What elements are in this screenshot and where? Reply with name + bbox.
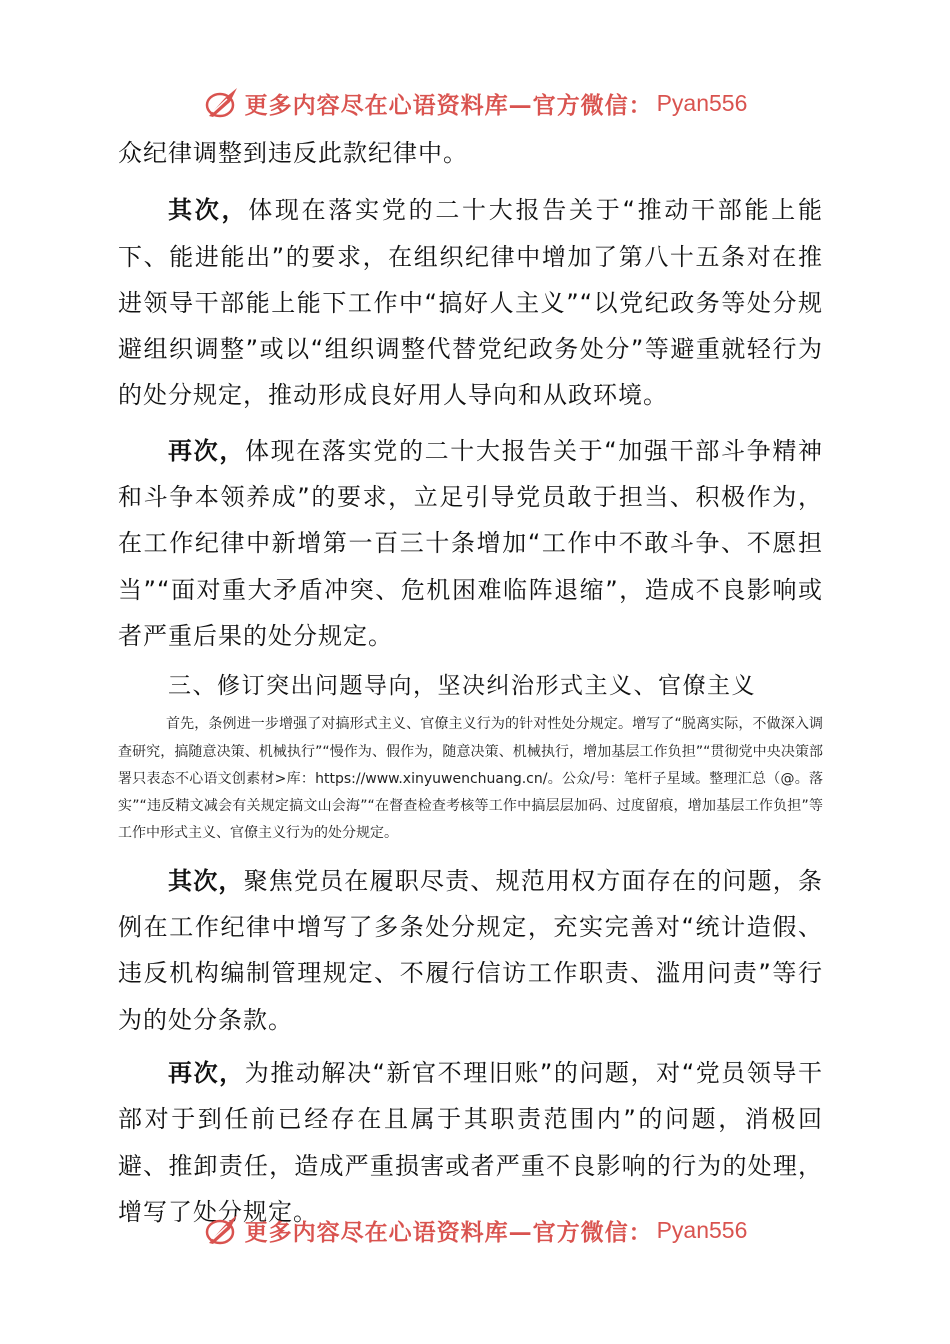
paragraph-secondly (118, 187, 823, 418)
section-heading: 三、修订突出问题导向，坚决纠治形式主义、官僚主义 (168, 673, 756, 700)
paragraph-text: 聚焦党员在履职尽责、规范用权方面存在的问题，条例在工作纪律中增写了多条处分规定，充实完善对“统计造假、违反机构编制管理规定、不履行信访工作职责、滥用问责”等行为的处分条款。 (118, 866, 824, 1034)
pen-nib-logo-icon (203, 86, 241, 120)
lead-word: 其次， (168, 866, 244, 895)
paragraph-firstly-small: 首先，条例进一步增强了对搞形式主义、官僚主义行为的针对性处分规定。增写了“脱离实际，不做深入调查研究，搞随意决策、机械执行”“慢作为、假作为，随意决策、机械执行，增加基层工作负担”“贯彻党中央决策部署只表态不心语文创素材>库：https://www.xinyuwenchuang.cn/。公众/号：笔杆子星域。整理汇总（@。落实”“违反精文减会有关规定搞文山会海”“在督查检查考核等工作中搞层层加码、过度留痕，增加基层工作负担”等工作中形式主义、官僚主义行为的处分规定。 (118, 716, 823, 842)
paragraph-continuation: 众纪律调整到违反此款纪律中。 (118, 139, 468, 167)
lead-word: 再次， (168, 436, 245, 465)
paragraph-thirdly-2 (118, 1050, 823, 1235)
pen-nib-logo-icon (203, 1213, 241, 1247)
wechat-id: Pyan556 (656, 89, 748, 116)
footer-banner (0, 1210, 950, 1250)
paragraph-text: 体现在落实党的二十大报告关于“加强干部斗争精神和斗争本领养成”的要求，立足引导党员敢于担当、积极作为，在工作纪律中新增第一百三十条增加“工作中不敢斗争、不愿担当”“面对重大矛盾冲突、危机困难临阵退缩”，造成不良影响或者严重后果的处分规定。 (118, 436, 824, 650)
banner-text: 更多内容尽在心语资料库—官方微信： (244, 91, 653, 119)
banner-text: 更多内容尽在心语资料库—官方微信： (244, 1218, 653, 1246)
header-banner (0, 83, 950, 123)
paragraph-secondly-2 (118, 858, 823, 1043)
lead-word: 再次， (168, 1058, 245, 1087)
paragraph-text: 为推动解决“新官不理旧账”的问题，对“党员领导干部对于到任前已经存在且属于其职责范围内”的问题，消极回避、推卸责任，造成严重损害或者严重不良影响的行为的处理，增写了处分规定。 (118, 1058, 823, 1226)
wechat-id: Pyan556 (656, 1216, 748, 1243)
paragraph-text: 体现在落实党的二十大报告关于“推动干部能上能下、能进能出”的要求，在组织纪律中增加了第八十五条对在推进领导干部能上能下工作中“搞好人主义”“以党纪政务等处分规避组织调整”或以“组织调整代替党纪政务处分”等避重就轻行为的处分规定，推动形成良好用人导向和从政环境。 (118, 196, 824, 410)
document-body (118, 130, 823, 1235)
paragraph-thirdly (118, 428, 823, 659)
lead-word: 其次， (168, 196, 249, 225)
